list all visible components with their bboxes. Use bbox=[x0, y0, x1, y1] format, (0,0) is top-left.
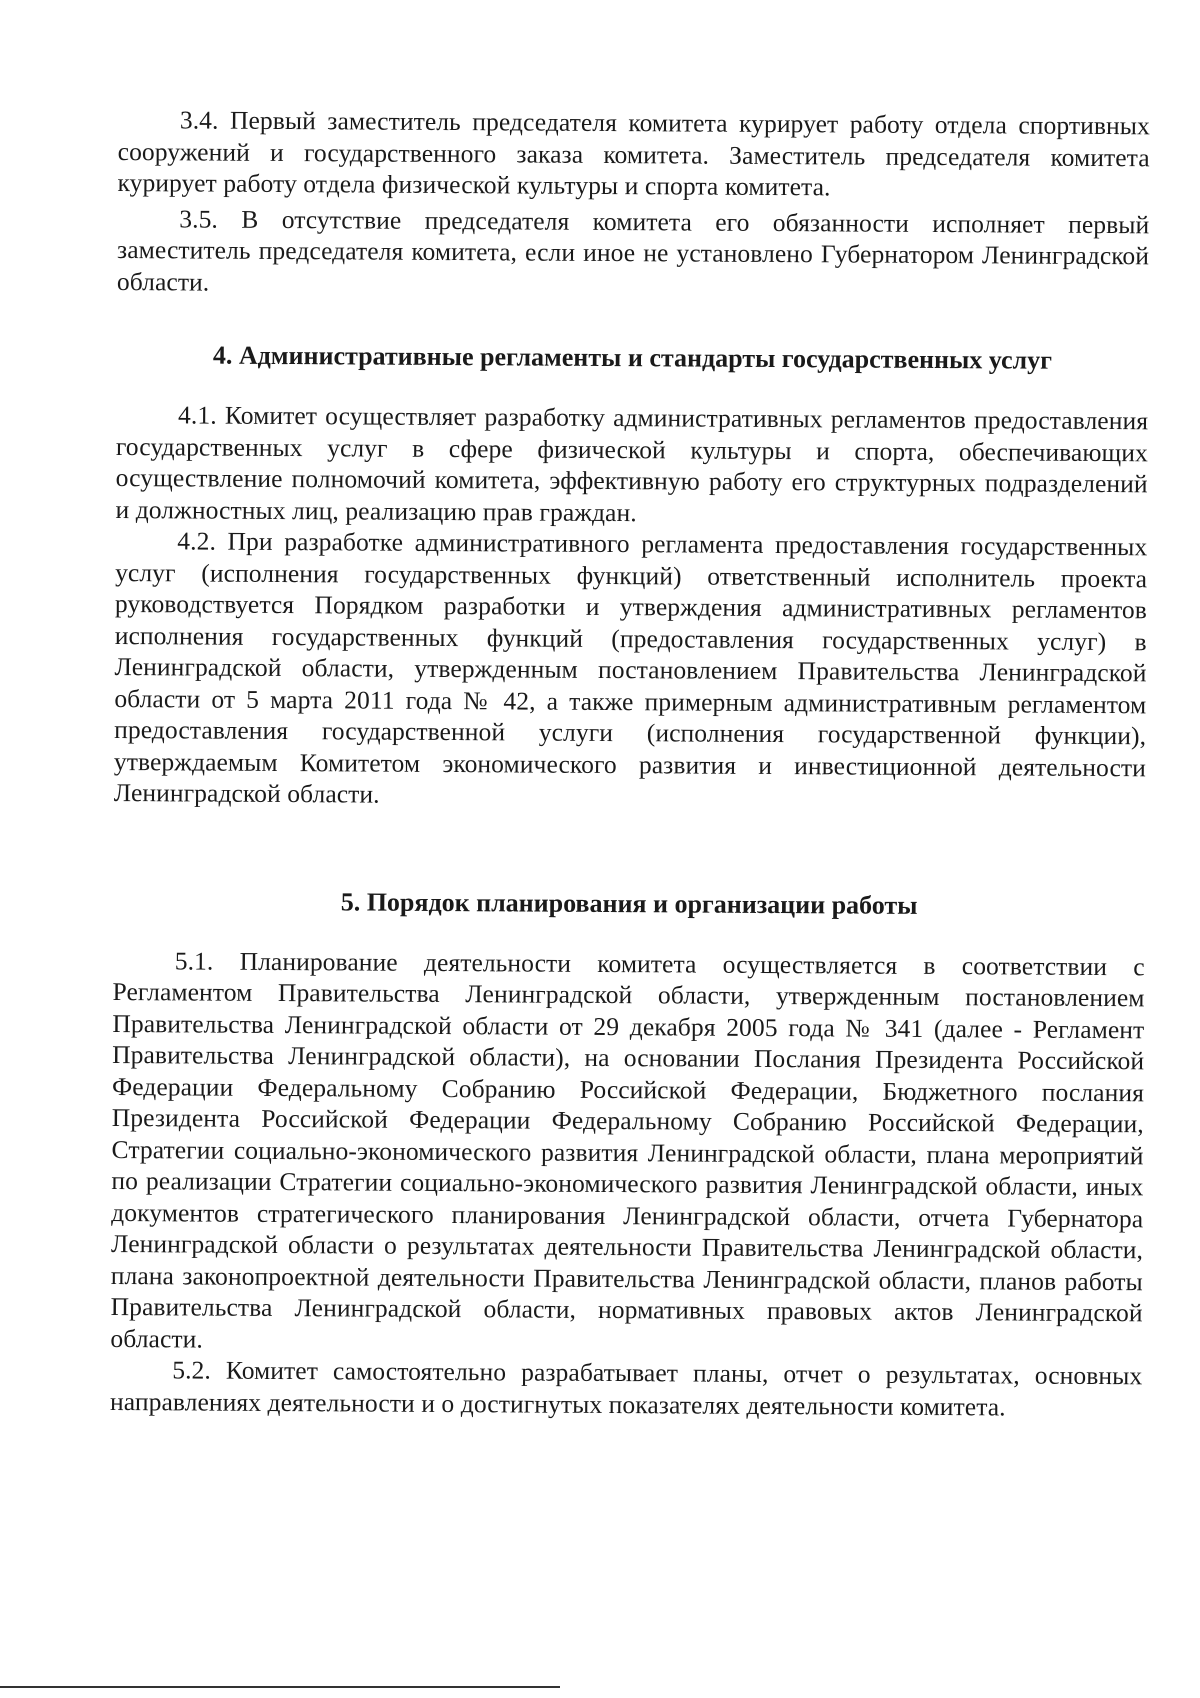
document-body bbox=[110, 104, 1150, 1423]
paragraph-5-2: 5.2. Комитет самостоятельно разрабатывает планы, отчет о результатах, основных направлениях деятельности и о достигнутых показателях деятельности комитета. bbox=[109, 1355, 1143, 1421]
section-4-heading: 4. Административные регламенты и стандарты государственных услуг bbox=[212, 340, 1053, 375]
paragraph-5-1: 5.1. Планирование деятельности комитета осуществляется в соответствии с Регламентом Правительства Ленинградской области, утвержденным постановлением Правительства Ленинградской области от 29 декабря 2005 года № 341 (далее - Регламент Правительства Ленинградской области), на основании Послания Президента Российской Федерации Федеральному Собранию Российской Федерации, Бюджетного послания Президента Российской Федерации Федеральному Собранию Российской Федерации, Стратегии социально-экономического развития Ленинградской области, плана мероприятий по реализации Стратегии социально-экономического развития Ленинградской области, иных документов стратегического планирования Ленинградской области, отчета Губернатора Ленинградской области о результатах деятельности Правительства Ленинградской области, плана законопроектной деятельности Правительства Ленинградской области, планов работы Правительства Ленинградской области, нормативных правовых актов Ленинградской области. bbox=[110, 945, 1145, 1354]
paragraph-4-2: 4.2. При разработке административного регламента предоставления государственных услуг (исполнения государственных функций) ответственный исполнитель проекта руководствуется Порядком разработки и утверждения административных регламентов исполнения государственных функций (предоставления государственных услуг) в Ленинградской области, утвержденным постановлением Правительства Ленинградской области от 5 марта 2011 года № 42, а также примерным административным регламентом предоставления государственной услуги (исполнения государственной функции), утверждаемым Комитетом экономического развития и инвестиционной деятельности Ленинградской области. bbox=[113, 526, 1148, 809]
paragraph-3-4: 3.4. Первый заместитель председателя комитета курирует работу отдела спортивных сооружений и государственного заказа комитета. Заместитель председателя комитета курирует работу отдела физической культуры и спорта комитета. bbox=[117, 105, 1150, 202]
paragraph-4-1: 4.1. Комитет осуществляет разработку административных регламентов предоставления государственных услуг в сфере физической культуры и спорта, обеспечивающих осуществление полномочий комитета, эффективную работу его структурных подразделений и должностных лиц, реализацию прав граждан. bbox=[115, 400, 1149, 527]
section-5-heading: 5. Порядок планирования и организации работы bbox=[340, 886, 918, 920]
scan-edge-line bbox=[0, 1686, 560, 1688]
paragraph-3-5: 3.5. В отсутствие председателя комитета его обязанности исполняет первый заместитель председателя комитета, если иное не установлено Губернатором Ленинградской области. bbox=[116, 203, 1150, 297]
